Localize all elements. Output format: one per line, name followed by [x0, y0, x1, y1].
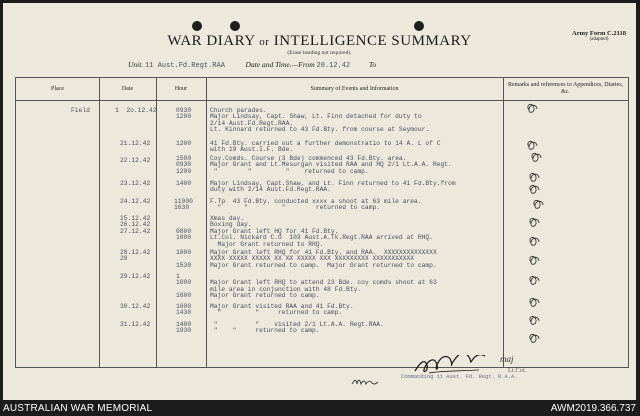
col-header-place: Place — [51, 85, 64, 92]
entry-summary: " " visited 2/1 Lt.A.A. Regt.RAA. " " returned to camp. — [213, 321, 384, 335]
unit-label: Unit — [128, 60, 142, 69]
entry-hour: 0930 1200 — [176, 107, 192, 121]
entry-summary: Major Grant visited RAA and 41 Fd.Bty. " " returned to camp. — [210, 303, 354, 317]
entry-hour: 1200 — [176, 140, 192, 147]
entry-date: 21.12.42 — [120, 140, 151, 147]
col-header-remarks: Remarks and references to Appendices, Diaries, &c. — [507, 82, 624, 95]
army-form-ref — [572, 30, 626, 42]
entry-date: 22.12.42 — [120, 157, 151, 164]
entry-date: 31.12.42 — [120, 321, 151, 328]
entry-summary: Church parades. Major Lindsay, Capt. Shaw, Lt. Finn detached for duty to 2/14 Aust.Fd.Regt.RAA. Lt. Kinnard returned to 43 Fd.Bty. from course at Seymour. — [210, 107, 430, 134]
unit-date-line: Unit. 11 Aust.Fd.Regt.RAA Date and Time.—From 20.12.42 To — [128, 60, 377, 70]
col-header-date: Date — [121, 85, 134, 92]
entry-hour: 11000 1630 — [174, 198, 193, 212]
entry-place: Field — [71, 107, 90, 114]
title-or: or — [259, 36, 270, 48]
col-header-hour: Hour — [174, 85, 188, 92]
remarks-initials — [503, 100, 628, 367]
entry-summary: F.Tp 43 Fd.Bty. conducted xxxx a shoot at 63 mile area. " " " returned to camp. — [210, 198, 422, 212]
title-war-diary: WAR DIARY — [167, 33, 256, 49]
entry-summary: Coy.Comds. Course (3 Bde) commenced 43 Fd.Bty. area. Major Grant and Lt.Mesurgan visited RAA and HQ 2/1 Lt.A.A. Regt. " " " returned to camp. — [210, 155, 452, 175]
commanding-stamp: Commanding 11 Aust. Fd. Regt. R.A.A. — [401, 374, 518, 380]
entry-summary: Major Lindsay, Capt.Shaw, and Lt. Finn returned to 41 Fd.Bty.from duty with 2/14 Aust.Fd.Regt.RAA. — [210, 180, 456, 194]
signature-title: Lt.Col. — [508, 367, 527, 374]
entry-date: 25.12.42 26.12.42 27.12.42 — [120, 215, 151, 235]
entry-hour: 1400 1930 — [176, 321, 192, 335]
entry-date: 29.12.42 — [120, 273, 151, 280]
entry-hour: 1000 1530 — [176, 249, 192, 269]
entry-date: 24.12.42 — [120, 198, 151, 205]
entry-hour: 1400 — [176, 180, 192, 187]
signature-rank: maj — [500, 354, 514, 364]
entry-hour: 1500 0930 1200 — [176, 155, 192, 175]
column-divider — [206, 78, 207, 367]
punch-hole — [192, 21, 202, 31]
form-ref-sub: (adapted) — [589, 37, 609, 42]
unit-value: 11 Aust.Fd.Regt.RAA — [145, 62, 225, 70]
title-intelligence-summary: INTELLIGENCE SUMMARY — [273, 33, 472, 49]
initials-marks — [528, 104, 543, 342]
entry-summary: Xmas day. Boxing day. Major Grant left HQ for 41 Fd.Bty. Lt.Col. Nickard C.O 103 Aust.A.Tk.Regt.RAA arrived at RHQ. Major Grant returned to RHQ. — [210, 215, 433, 248]
form-ref-number: Army Form C.2118 — [572, 30, 626, 37]
form-subtitle: (Erase heading not required). — [287, 50, 352, 56]
col-header-summary: Summary of Events and Information — [310, 85, 399, 92]
item-id: AWM2019.366.737 — [550, 403, 636, 414]
entry-summary: 41 Fd.Bty. carried out a further demonstratio to 14 A. L of C with 19 Aust.I.F. Bde. — [210, 140, 441, 154]
secondary-signature — [351, 377, 379, 387]
entry-date: 30.12.42 — [120, 303, 151, 310]
date-to-label: To — [368, 60, 377, 69]
collection-name: AUSTRALIAN WAR MEMORIAL — [3, 403, 153, 414]
form-title — [3, 33, 636, 50]
war-diary-sheet — [3, 3, 636, 400]
entry-date: 28.12.42 28 — [120, 249, 151, 263]
entry-date: 23.12.42 — [120, 180, 151, 187]
column-divider — [156, 78, 157, 367]
entry-summary: Major Grant left RHQ to attend 23 Bde. coy comds shoot at 63 mile area in conjunction with 48 Fd.Bty. Major Grant returned to camp. — [210, 279, 437, 300]
entry-date: 1 2o.12.42 — [115, 107, 157, 114]
punch-hole — [230, 21, 240, 31]
diary-table — [15, 77, 629, 368]
date-from-value: 20.12.42 — [316, 62, 351, 70]
entry-hour: 1 1000 1600 — [176, 273, 192, 300]
date-from-label: Date and Time.—From — [245, 60, 315, 69]
punch-hole — [414, 21, 424, 31]
column-divider — [99, 78, 100, 367]
entry-summary: Major Grant left RHQ for 41 Fd.Bty. and RAA. XXXXXXXXXXXXXX XXXX XXXXX XXXXX XX XX XXXXX XXX XXXXXXXXX XXXXXXXXXXX Major Grant returned to camp. Major Grant returned to camp. — [210, 249, 437, 269]
entry-hour: 1000 1430 — [176, 303, 192, 317]
entry-hour: 0800 1000 — [176, 227, 192, 242]
